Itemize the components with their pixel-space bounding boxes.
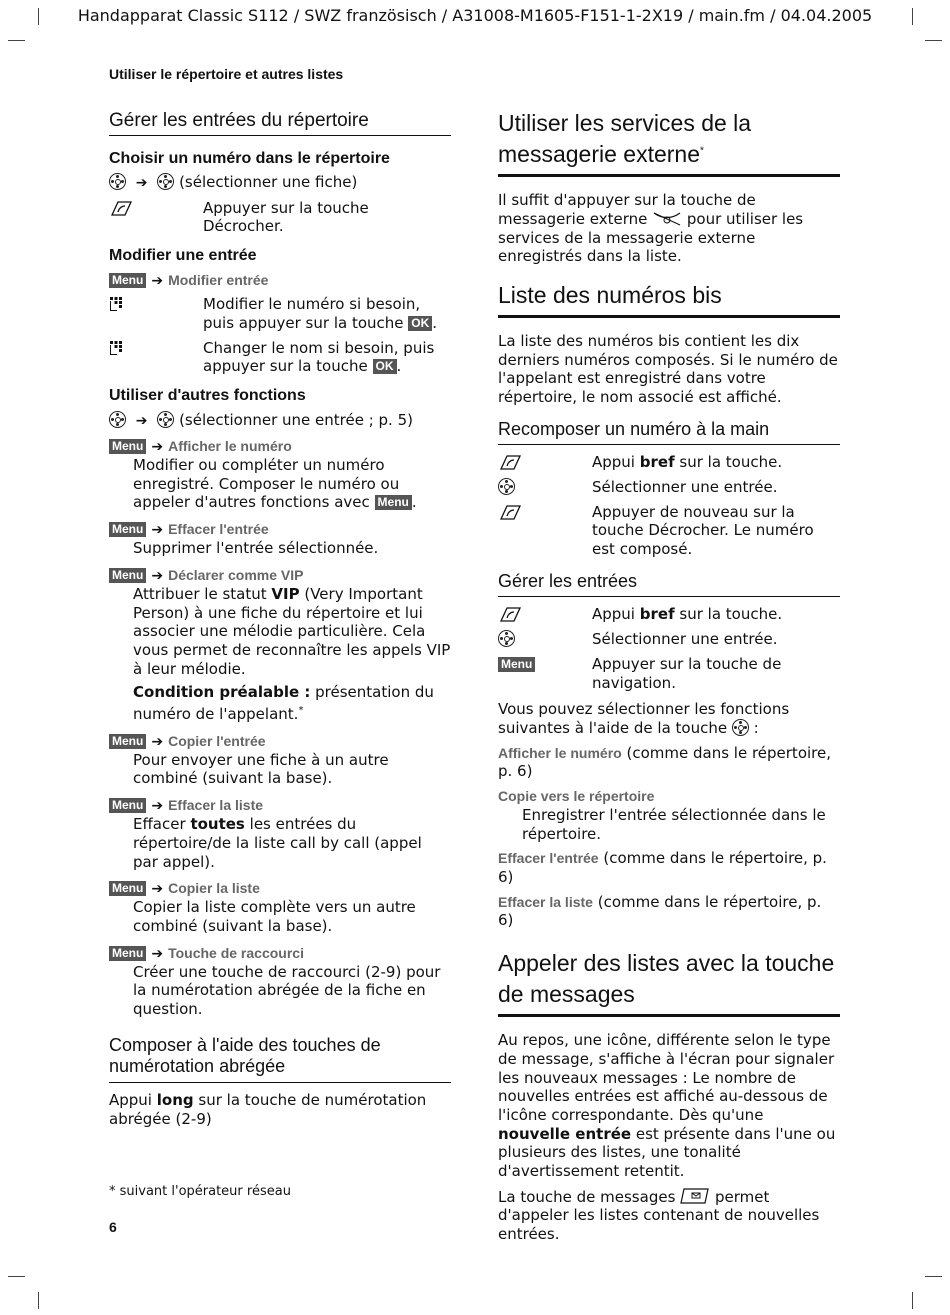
talk-key-icon: [498, 606, 522, 622]
arrow-right-icon: ➔: [151, 273, 164, 290]
other-line: (sélectionner une entrée ; p. 5): [179, 411, 413, 430]
ok-key: OK: [373, 359, 397, 374]
delete-entry-desc: Supprimer l'entrée sélectionnée.: [133, 539, 379, 558]
modify-name-text: Changer le nom si besoin, puis appuyer sur la touche: [203, 338, 435, 376]
page-number: 6: [109, 1219, 117, 1235]
menu-key: Menu: [109, 273, 146, 288]
menu-copy-entry: Menu ➔ Copier l'entrée: [109, 732, 451, 751]
menu-show-number: Menu ➔ Afficher le numéro: [109, 437, 451, 456]
func-show-number: Afficher le numéro (comme dans le répertoire, p. 6): [498, 743, 831, 781]
menu-key: Menu: [375, 495, 412, 510]
voicemail-desc: Il suffit d'appuyer sur la touche de messagerie externe pour utiliser les services de la messagerie externe enregistrés dans la liste.: [498, 191, 804, 266]
copy-directory-desc: Enregistrer l'entrée sélectionnée dans le répertoire.: [522, 805, 826, 843]
func-delete-list: Effacer la liste (comme dans le répertoire, p. 6): [498, 892, 822, 930]
talk-key-icon: [498, 454, 522, 470]
recompose-again-row: Appuyer de nouveau sur la touche Décrocher. Le numéro est composé.: [498, 503, 840, 559]
menu-key: Menu: [498, 657, 535, 672]
menu-modify-entry: Menu ➔ Modifier entrée: [109, 271, 451, 290]
modify-number-row: Modifier le numéro si besoin, puis appuyer sur la touche OK .: [109, 295, 451, 332]
talk-key-icon: [109, 200, 133, 216]
choose-line: (sélectionner une fiche): [179, 173, 358, 192]
manage-menu-row: Menu Appuyer sur la touche de navigation.: [498, 655, 840, 692]
func-delete-entry: Effacer l'entrée (comme dans le répertoire, p. 6): [498, 849, 827, 886]
nav-key-icon: [109, 173, 126, 190]
crop-mark: [8, 40, 25, 41]
vip-desc: Attribuer le statut VIP (Very Important Person) à une fiche du répertoire et lui associer une mélodie particulière. Cela vous permet de reconnaître les appels VIP à leur mélodie.: [133, 584, 451, 678]
section-title: Utiliser le répertoire et autres listes: [109, 66, 344, 82]
crop-mark: [8, 1276, 25, 1277]
footnote: * suivant l'opérateur réseau: [109, 1184, 291, 1199]
recompose-select-row: Sélectionner une entrée.: [498, 478, 840, 497]
compose-desc: Appui long sur la touche de numérotation abrégée (2-9): [109, 1090, 427, 1128]
choose-row: [109, 173, 451, 193]
recompose-press-row: Appui bref sur la touche.: [498, 453, 840, 472]
erase-list-desc: Effacer toutes les entrées du répertoire/de la liste call by call (appel par appel).: [133, 815, 422, 871]
menu-copy-list: Menu ➔ Copier la liste: [109, 879, 451, 898]
heading-redial-list: Liste des numéros bis: [498, 280, 840, 318]
shortcut-desc: Créer une touche de raccourci (2-9) pour la numérotation abrégée de la fiche en question.: [133, 962, 441, 1019]
arrow-right-icon: ➔: [135, 175, 148, 192]
crop-mark: [925, 40, 942, 41]
func-copy-directory: Copie vers le répertoire: [498, 788, 655, 805]
choose-press: Appuyer sur la touche Décrocher.: [203, 198, 369, 236]
copy-list-desc: Copier la liste complète vers un autre combiné (suivant la base).: [133, 898, 416, 935]
vip-condition: Condition préalable : présentation du numéro de l'appelant.*: [133, 683, 434, 724]
press-call-row: [109, 199, 451, 236]
heading-recompose: Recomposer un numéro à la main: [498, 419, 840, 446]
copy-entry-desc: Pour envoyer une fiche à un autre combiné (suivant la base).: [133, 750, 389, 788]
heading-manage-entries: Gérer les entrées: [498, 571, 840, 598]
left-column: [109, 110, 451, 1128]
arrow-right-icon: ➔: [135, 413, 148, 430]
nav-key-icon: [498, 478, 515, 495]
message-key-icon: [680, 1187, 710, 1205]
keypad-icon: [109, 340, 123, 356]
modify-name-row: Changer le nom si besoin, puis appuyer sur la touche OK .: [109, 339, 451, 376]
nav-key-icon: [109, 411, 126, 428]
menu-declare-vip: Menu ➔ Déclarer comme VIP: [109, 566, 451, 585]
heading-voicemail: Utiliser les services de la messagerie externe*: [498, 108, 840, 177]
modify-number-text: Modifier le numéro si besoin, puis appuyer sur la touche: [203, 295, 421, 333]
heading-modify-entry: Modifier une entrée: [109, 247, 257, 265]
other-row: [109, 411, 451, 431]
nav-key-icon: [157, 173, 174, 190]
messages-key-desc: La touche de messages permet d'appeler les listes contenant de nouvelles entrées.: [498, 1187, 820, 1244]
menu-shortcut-key: Menu ➔ Touche de raccourci: [109, 944, 451, 963]
messages-desc: Au repos, une icône, différente selon le type de message, s'affiche à l'écran pour signaler les nouveaux messages : Le nombre de nouvelles entrées est affiché au-dessous de l'icône correspondante. Dès qu'une nouvelle entrée est présente dans l'une ou plusieurs des listes, une tonalité d'avertissement retentit.: [498, 1031, 836, 1181]
ok-key: OK: [408, 316, 432, 331]
heading-choose-number: Choisir un numéro dans le répertoire: [109, 149, 390, 167]
heading-compose-speed-dial: Composer à l'aide des touches de numérotation abrégée: [109, 1035, 451, 1083]
keypad-icon: [109, 296, 123, 312]
crop-mark: [912, 1292, 913, 1309]
running-header: Handapparat Classic S112 / SWZ französisch / A31008-M1605-F151-1-2X19 / main.fm / 04.04.2005: [77, 6, 873, 25]
crop-mark: [38, 1292, 39, 1309]
heading-other-functions: Utiliser d'autres fonctions: [109, 387, 306, 405]
manage-select-row: Sélectionner une entrée.: [498, 630, 840, 649]
manage-press-row: Appui bref sur la touche.: [498, 605, 840, 624]
crop-mark: [925, 1276, 942, 1277]
voicemail-key-icon: [652, 211, 682, 227]
show-number-desc: Modifier ou compléter un numéro enregistré. Composer le numéro ou appeler d'autres fonctions avec Menu .: [133, 456, 417, 512]
right-column: [498, 108, 840, 1244]
nav-key-icon: [498, 630, 515, 647]
redial-desc: La liste des numéros bis contient les dix derniers numéros composés. Si le numéro de l'appelant est enregistré dans votre répertoire, le nom associé est affiché.: [498, 331, 838, 407]
talk-key-icon: [498, 504, 522, 520]
nav-key-icon: [732, 719, 749, 736]
menu-delete-entry: Menu ➔ Effacer l'entrée: [109, 520, 451, 539]
heading-message-lists: Appeler des listes avec la touche de messages: [498, 948, 840, 1017]
nav-key-icon: [157, 411, 174, 428]
menu-erase-list: Menu ➔ Effacer la liste: [109, 796, 451, 815]
select-functions: Vous pouvez sélectionner les fonctions suivantes à l'aide de la touche :: [498, 700, 790, 737]
heading-manage-entries: Gérer les entrées du répertoire: [109, 110, 451, 136]
